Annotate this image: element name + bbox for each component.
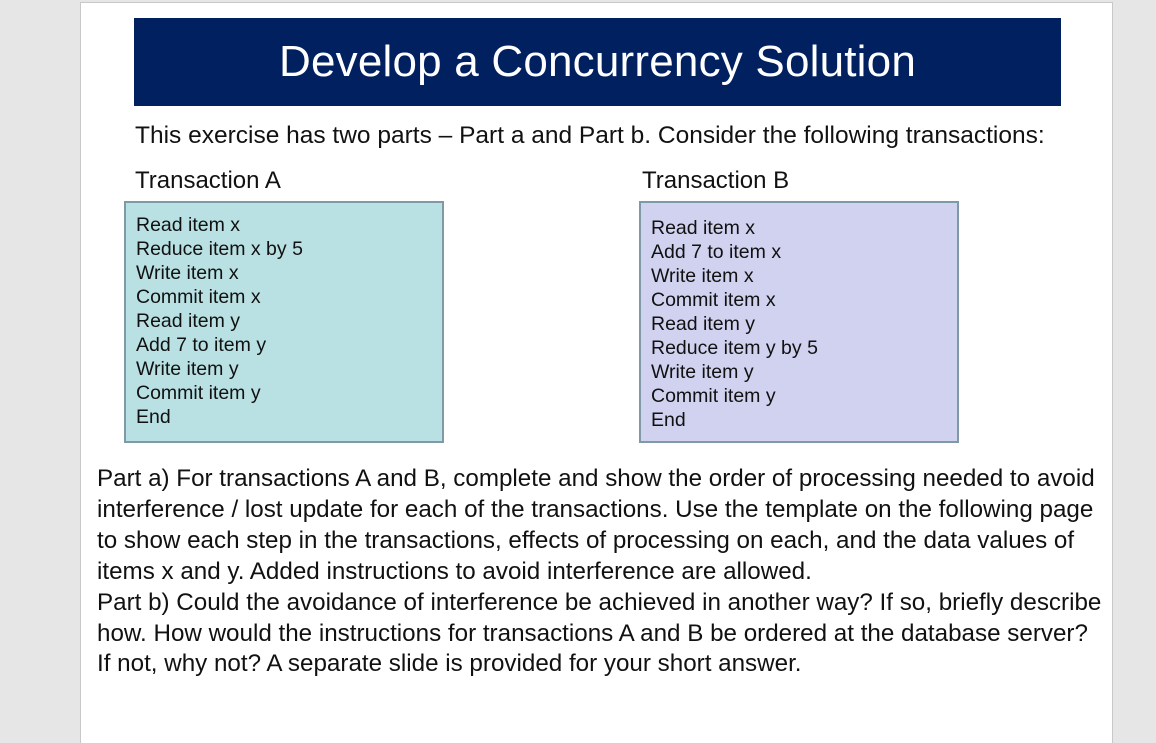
- transaction-a-step: Write item x: [136, 262, 239, 284]
- transaction-b-box: [639, 201, 959, 443]
- transaction-a-step: Add 7 to item y: [136, 334, 267, 356]
- transaction-a-label: Transaction A: [135, 167, 281, 194]
- part-b-text: Part b) Could the avoidance of interference be achieved in another way? If so, briefly describe how. How would the instructions for transactions A and B be ordered at the database server? If not, why not? A separate slide is provided for your short answer.: [97, 588, 1102, 678]
- intro-text: This exercise has two parts – Part a and Part b. Consider the following transactions:: [135, 122, 1045, 149]
- transaction-b-step: Add 7 to item x: [651, 241, 782, 263]
- transaction-b-step: Commit item x: [651, 289, 776, 311]
- transaction-a-step: Write item y: [136, 358, 239, 380]
- transaction-a-box: [124, 201, 444, 443]
- transaction-b-label: Transaction B: [642, 167, 790, 194]
- transaction-a-step: Commit item x: [136, 286, 261, 308]
- transaction-b-step: Commit item y: [651, 385, 776, 407]
- transaction-b-step: Write item x: [651, 265, 754, 287]
- transaction-b-step: Read item x: [651, 217, 756, 239]
- transaction-a-step: Read item y: [136, 310, 241, 332]
- instructions: [97, 464, 1102, 680]
- transaction-b-step: Reduce item y by 5: [651, 337, 818, 359]
- transaction-a-step: Reduce item x by 5: [136, 238, 303, 260]
- slide-title: Develop a Concurrency Solution: [278, 37, 917, 86]
- transaction-a-step: End: [136, 406, 171, 428]
- transaction-b-step: Read item y: [651, 313, 756, 335]
- transaction-b-step: End: [651, 409, 686, 431]
- slide: [80, 2, 1113, 743]
- part-a-text: Part a) For transactions A and B, complete and show the order of processing needed to avoid interference / lost update for each of the transactions. Use the template on the following page to show each step in the transactions, effects of processing on each, and the data values of items x and y. Added instructions to avoid interference are allowed.: [97, 465, 1095, 585]
- transaction-b-step: Write item y: [651, 361, 754, 383]
- title-bar: [134, 18, 1061, 106]
- transaction-a-step: Commit item y: [136, 382, 261, 404]
- transaction-a-step: Read item x: [136, 214, 241, 236]
